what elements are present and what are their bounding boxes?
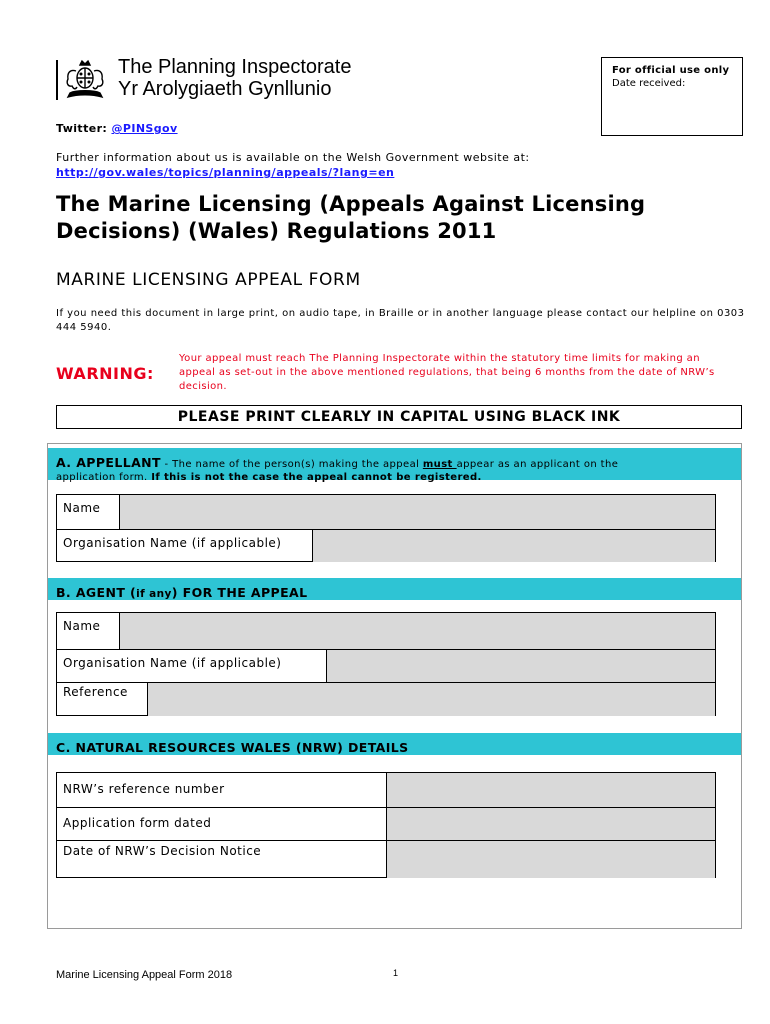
application-form-dated-label: Application form dated	[63, 816, 212, 830]
section-b-title-post: ) FOR THE APPEAL	[171, 585, 308, 600]
footer-form-name: Marine Licensing Appeal Form 2018	[56, 969, 233, 981]
further-info-text: Further information about us is available on the Welsh Government website at:	[56, 151, 530, 164]
appellant-name-field[interactable]	[119, 495, 715, 529]
section-a-header	[48, 448, 741, 483]
section-b-header	[48, 578, 741, 600]
section-b-if-any: if any	[136, 588, 172, 600]
section-c-title: C. NATURAL RESOURCES WALES (NRW) DETAILS	[56, 740, 409, 755]
agent-org-label: Organisation Name (if applicable)	[63, 656, 282, 670]
section-a-desc: - The name of the person(s) making the appeal	[160, 459, 423, 470]
nrw-reference-row	[57, 773, 715, 807]
agent-reference-row	[57, 682, 715, 716]
nrw-details-table	[56, 772, 716, 878]
twitter-handle-link[interactable]: @PINSgov	[111, 122, 178, 135]
warning-label: WARNING:	[56, 364, 154, 383]
appellant-table	[56, 494, 716, 562]
regulations-title: The Marine Licensing (Appeals Against Licensing Decisions) (Wales) Regulations 2011	[56, 192, 646, 243]
appellant-org-field[interactable]	[312, 530, 715, 562]
warning-text: Your appeal must reach The Planning Inspectorate within the statutory time limits for making an appeal as set-out in the above mentioned regulations, that being 6 months from the date of NRW’s decision.	[179, 353, 715, 392]
org-name-welsh: Yr Arolygiaeth Gynllunio	[118, 78, 332, 100]
section-a-title: A. APPELLANT	[56, 455, 161, 470]
official-use-title: For official use only	[612, 65, 730, 76]
nrw-reference-field[interactable]	[386, 773, 715, 807]
agent-reference-field[interactable]	[147, 683, 715, 716]
agent-org-field[interactable]	[326, 650, 715, 682]
appellant-name-label: Name	[63, 501, 101, 515]
decision-notice-date-label: Date of NRW’s Decision Notice	[63, 844, 262, 858]
agent-org-row	[57, 649, 715, 682]
welsh-government-link[interactable]: http://gov.wales/topics/planning/appeals/?lang=en	[56, 166, 395, 179]
agent-name-row	[57, 613, 715, 649]
nrw-reference-label: NRW’s reference number	[63, 782, 225, 796]
agent-name-label: Name	[63, 619, 101, 633]
application-form-dated-row	[57, 807, 715, 840]
appellant-name-row	[57, 495, 715, 529]
logo-divider	[56, 60, 58, 100]
section-a-desc-post: appear as an applicant on the	[456, 459, 619, 470]
agent-reference-label: Reference	[63, 685, 128, 699]
form-title: MARINE LICENSING APPEAL FORM	[56, 270, 361, 290]
section-a-line2: application form.	[56, 472, 152, 483]
twitter-line	[56, 122, 178, 135]
decision-notice-date-field[interactable]	[386, 841, 715, 878]
section-a-registration-warning: If this is not the case the appeal cannot be registered.	[151, 472, 482, 483]
appellant-org-row	[57, 529, 715, 562]
twitter-label: Twitter:	[56, 122, 108, 135]
section-c-header	[48, 733, 741, 755]
section-a-must: must	[422, 459, 457, 470]
accessibility-intro: If you need this document in large print, on audio tape, in Braille or in another language please contact our helpline on 0303 444 5940.	[56, 308, 745, 333]
appellant-org-label: Organisation Name (if applicable)	[63, 536, 282, 550]
page-number: 1	[393, 968, 399, 978]
date-received-label: Date received:	[612, 78, 686, 89]
official-use-box	[601, 57, 743, 136]
section-b-title: B. AGENT (	[56, 585, 137, 600]
decision-notice-date-row	[57, 840, 715, 878]
royal-crest-icon	[62, 59, 108, 101]
org-name-english: The Planning Inspectorate	[118, 56, 352, 78]
application-form-dated-field[interactable]	[386, 808, 715, 840]
print-instruction-banner: PLEASE PRINT CLEARLY IN CAPITAL USING BLACK INK	[56, 405, 742, 429]
agent-name-field[interactable]	[119, 613, 715, 649]
agent-table	[56, 612, 716, 716]
